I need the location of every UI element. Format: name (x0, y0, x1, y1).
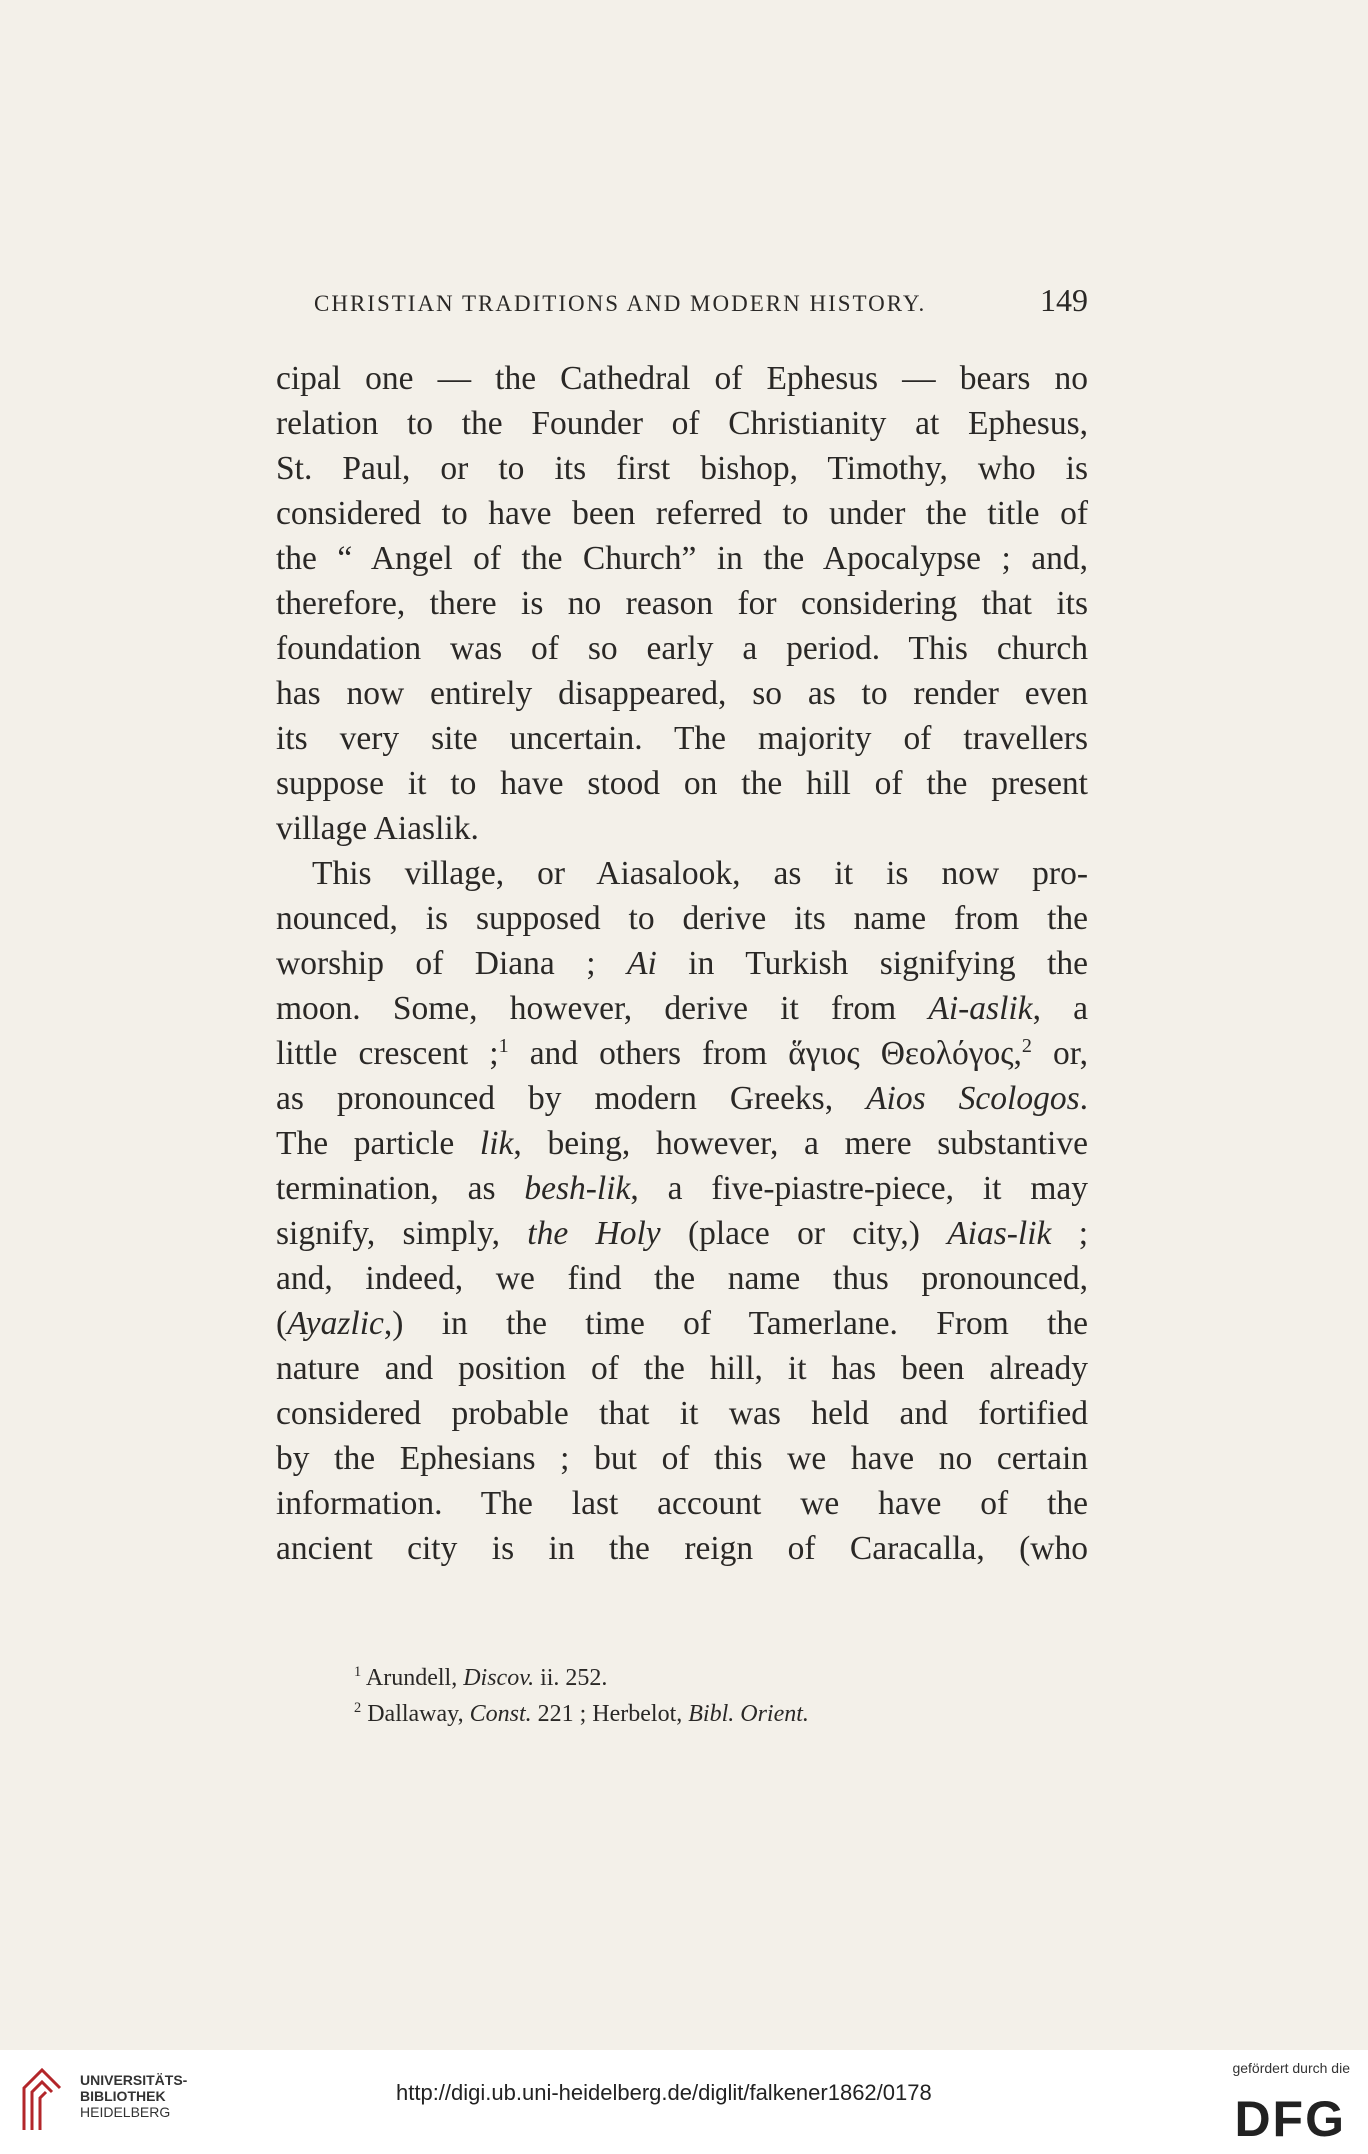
text-line: little crescent ;$^1$ and others from ἅγιος Θεολόγος,$^2$ or, (276, 1034, 1088, 1072)
text-line: as pronounced by modern Greeks, Aios Scologos. (276, 1080, 1088, 1117)
footnote-author: Arundell, (365, 1665, 458, 1691)
text-line: and, indeed, we find the name thus pronounced, (276, 1260, 1088, 1297)
library-logo-icon (18, 2060, 66, 2138)
text-line: by the Ephesians ; but of this we have no certain (276, 1440, 1088, 1477)
footnote-ref: ii. 252. (540, 1665, 608, 1691)
footnote-mark: 1 (354, 1664, 362, 1680)
footnotes (354, 1660, 1088, 1732)
footnote-work: Discov. (463, 1665, 535, 1691)
library-line: UNIVERSITÄTS- (80, 2072, 188, 2088)
text-line: worship of Diana ; Ai in Turkish signifying the (276, 945, 1088, 982)
text-line: the “ Angel of the Church” in the Apocalypse ; and, (276, 540, 1088, 577)
footnote-author: Herbelot, (592, 1701, 683, 1727)
footnote-2 (354, 1696, 1088, 1732)
text-line: termination, as besh-lik, a five-piastre-piece, it may (276, 1170, 1088, 1207)
footnote-author: Dallaway, (367, 1701, 464, 1727)
funding-note: gefördert durch die (1232, 2060, 1350, 2076)
text-line: ancient city is in the reign of Caracalla, (who (276, 1530, 1088, 1567)
text-line: relation to the Founder of Christianity at Ephesus, (276, 405, 1088, 442)
library-name (80, 2072, 187, 2120)
text-line: foundation was of so early a period. This church (276, 630, 1088, 667)
footnote-1 (354, 1660, 1088, 1696)
text-line: its very site uncertain. The majority of travellers (276, 720, 1088, 757)
running-head: CHRISTIAN TRADITIONS AND MODERN HISTORY. (314, 291, 927, 316)
footnote-ref: 221 ; (537, 1701, 587, 1727)
text-line: moon. Some, however, derive it from Ai-aslik, a (276, 990, 1089, 1027)
text-line: therefore, there is no reason for considering that its (276, 585, 1088, 622)
text-line: information. The last account we have of the (276, 1485, 1088, 1522)
footer-bar (0, 2050, 1368, 2154)
page-header (314, 282, 1088, 319)
page-number: 149 (1040, 282, 1088, 318)
text-line: (Ayazlic,) in the time of Tamerlane. From the (276, 1305, 1088, 1342)
footnote-work: Bibl. Orient. (688, 1701, 809, 1727)
permalink[interactable]: http://digi.ub.uni-heidelberg.de/diglit/falkener1862/0178 (396, 2080, 932, 2105)
text-line: considered probable that it was held and fortified (276, 1395, 1088, 1432)
text-line: nounced, is supposed to derive its name from the (276, 900, 1088, 937)
text-line: The particle lik, being, however, a mere substantive (276, 1125, 1088, 1162)
text-line: nature and position of the hill, it has been already (276, 1350, 1088, 1387)
text-line: cipal one — the Cathedral of Ephesus — bears no (276, 360, 1088, 397)
text-line: St. Paul, or to its first bishop, Timothy, who is (276, 450, 1088, 487)
text-line: considered to have been referred to under the title of (276, 495, 1088, 532)
text-line: village Aiaslik. (276, 810, 479, 847)
footnote-work: Const. (469, 1701, 532, 1727)
text-line: signify, simply, the Holy (place or city,) Aias-lik ; (276, 1215, 1089, 1252)
footnote-mark: 2 (354, 1700, 362, 1716)
funder-logo: DFG (1234, 2091, 1346, 2147)
body-text (276, 356, 1088, 1571)
text-line: This village, or Aiasalook, as it is now pro- (312, 855, 1088, 892)
text-line: suppose it to have stood on the hill of the present (276, 765, 1088, 802)
library-line: HEIDELBERG (80, 2104, 171, 2120)
text-line: has now entirely disappeared, so as to render even (276, 675, 1088, 712)
library-line: BIBLIOTHEK (80, 2088, 166, 2104)
